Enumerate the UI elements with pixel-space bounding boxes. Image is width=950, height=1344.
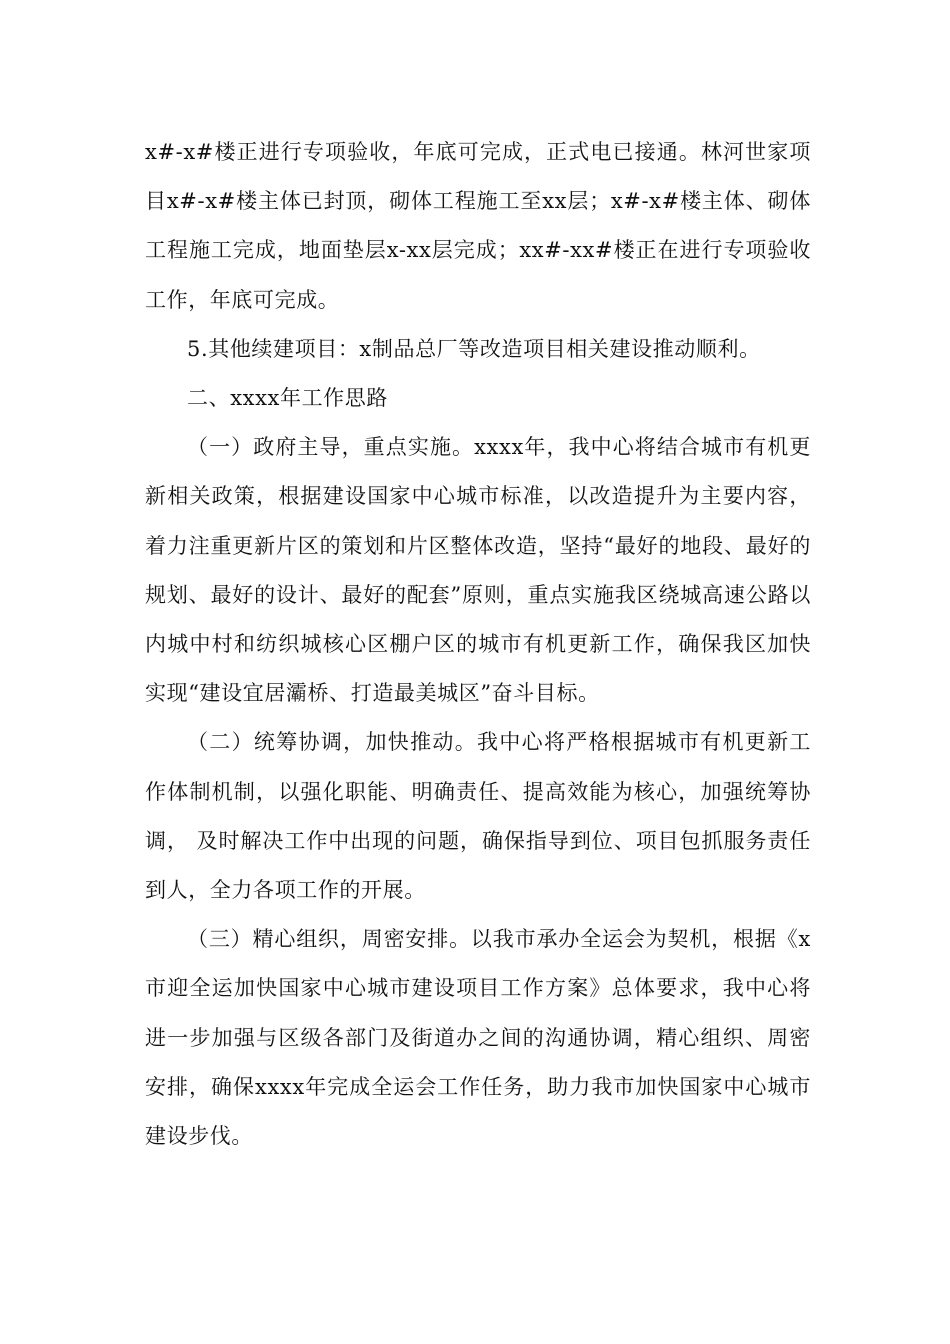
paragraph-government-led: （一）政府主导，重点实施。xxxx年，我中心将结合城市有机更新相关政策，根据建设国家中心城市标准，以改造提升为主要内容，着力注重更新片区的策划和片区整体改造，坚持“最好的地段、最好的规划、最好的设计、最好的配套”原则，重点实施我区绕城高速公路以内城中村和纺织城核心区棚户区的城市有机更新工作，确保我区加快实现“建设宜居灞桥、打造最美城区”奋斗目标。 <box>145 435 811 706</box>
paragraph-coordination: （二）统筹协调，加快推动。我中心将严格根据城市有机更新工作体制机制，以强化职能、明确责任、提高效能为核心，加强统筹协调， 及时解决工作中出现的问题，确保指导到位、项目包抓服务责任到人，全力各项工作的开展。 <box>145 730 811 903</box>
paragraph-other-projects: 5.其他续建项目：x制品总厂等改造项目相关建设推动顺利。 <box>187 336 761 361</box>
section-heading-work-ideas: 二、xxxx年工作思路 <box>187 386 388 411</box>
paragraph-continuation: x#-x#楼正进行专项验收，年底可完成，正式电已接通。林河世家项目x#-x#楼主体已封顶，砌体工程施工至xx层；x#-x#楼主体、砌体工程施工完成，地面垫层x-xx层完成；xx#-xx#楼正在进行专项验收工作，年底可完成。 <box>145 140 811 312</box>
document-page <box>145 128 811 1161</box>
paragraph-organization: （三）精心组织，周密安排。以我市承办全运会为契机，根据《x市迎全运加快国家中心城市建设项目工作方案》总体要求，我中心将进一步加强与区级各部门及街道办之间的沟通协调，精心组织、周密安排，确保xxxx年完成全运会工作任务，助力我市加快国家中心城市建设步伐。 <box>145 927 811 1149</box>
